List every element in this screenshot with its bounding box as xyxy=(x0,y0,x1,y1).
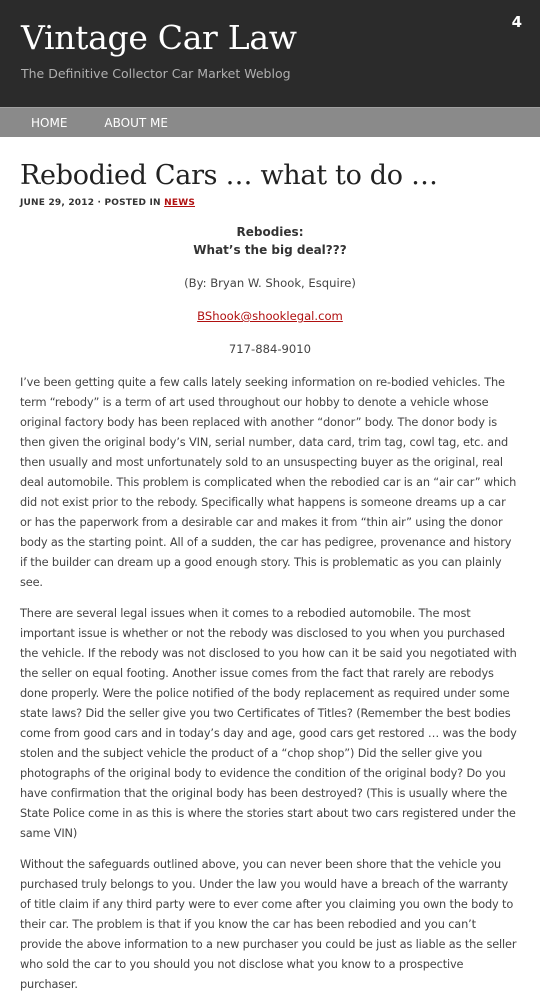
post-heading xyxy=(20,223,520,259)
main-nav xyxy=(0,107,540,137)
site-description: The Definitive Collector Car Market Weblog xyxy=(21,66,291,81)
paragraph: There are several legal issues when it comes to a rebodied automobile. The most important issue is whether or not the rebody was disclosed to you when you purchased the vehicle. If the rebody was not disclosed to you how can it be said you negotiated with the seller on equal footing. Another issue comes from the fact that rarely are rebodys done properly. Were the police notified of the body replacement as required under some state laws? Did the seller give you two Certificates of Titles? (Remember the best bodies come from good cars and in today’s day and age, good cars get restored … was the body stolen and the subject vehicle the product of a “chop shop”) Did the seller give you photographs of the original body to evidence the condition of the original body? Do you have confirmation that the original body has been destroyed? (This is usually where the State Police come in as this is where the stories start about two cars registered under the same VIN) xyxy=(20,606,517,840)
post-date-posted-in: JUNE 29, 2012 · POSTED IN xyxy=(20,198,165,208)
paragraph: Without the safeguards outlined above, you can never been shore that the vehicle you purchased truly belongs to you. Under the law you would have a breach of the warranty of title claim if any third party were to ever come after you claiming you own the body to their car. The problem is that if you know the car has been rebodied and you can’t provide the above information to a new purchaser you could be just as liable as the seller who sold the car to you should you not disclose what you know to a prospective purchaser. xyxy=(20,857,517,991)
post-byline: (By: Bryan W. Shook, Esquire) xyxy=(184,276,356,290)
post-heading-line2: What’s the big deal??? xyxy=(193,243,347,257)
post-heading-line1: Rebodies: xyxy=(236,225,304,239)
email-line xyxy=(20,307,520,325)
nav-item-home[interactable]: HOME xyxy=(31,115,68,130)
category-link-news[interactable]: NEWS xyxy=(164,198,196,208)
site-title[interactable]: Vintage Car Law xyxy=(21,18,297,57)
corner-number: 4 xyxy=(511,13,522,31)
post-content xyxy=(0,159,540,994)
phone-number: 717-884-9010 xyxy=(228,342,312,356)
email-link[interactable]: BShook@shooklegal.com xyxy=(197,309,343,323)
nav-item-about-me[interactable]: ABOUT ME xyxy=(104,115,168,130)
paragraph: I’ve been getting quite a few calls lately seeking information on re-bodied vehicles. The term “rebody” is a term of art used throughout our hobby to denote a vehicle whose original factory body has been replaced with another “donor” body. The donor body is then given the original body’s VIN, serial number, data card, trim tag, cowl tag, etc. and then usually and most unfortunately sold to an unsuspecting buyer as the original, real deal automobile. This problem is complicated when the rebodied car is an “air car” which did not exist prior to the rebody. Specifically what happens is someone dreams up a car or has the paperwork from a desirable car and makes it from “thin air” using the donor body as the starting point. All of a sudden, the car has pedigree, provenance and history if the builder can dream up a good enough story. This is problematic as you can plainly see. xyxy=(20,375,517,589)
post-title[interactable]: Rebodied Cars … what to do … xyxy=(20,160,438,191)
post-meta xyxy=(20,198,520,208)
site-header xyxy=(0,0,540,107)
